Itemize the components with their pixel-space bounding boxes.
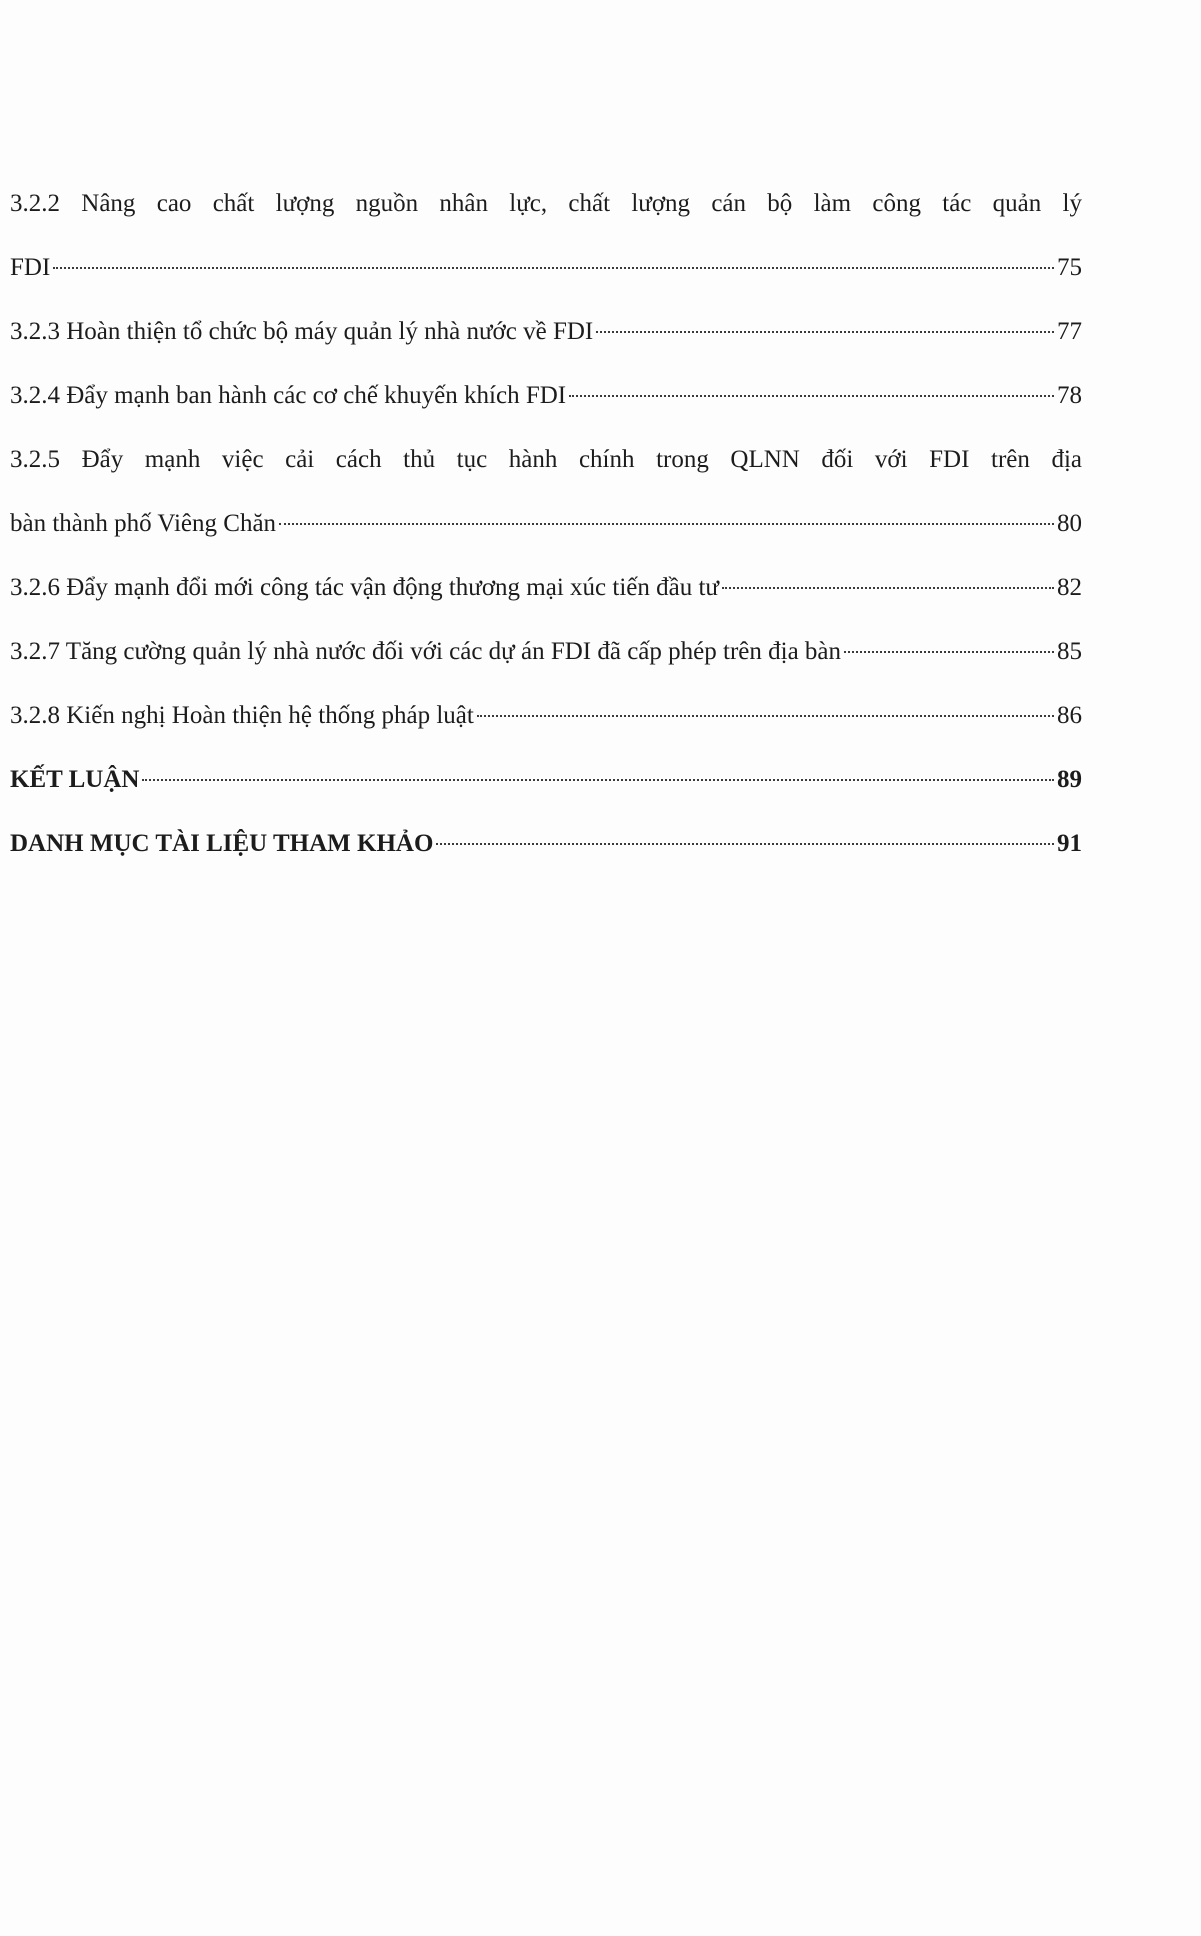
dot-leader [436,843,1054,845]
toc-entry-title: 3.2.2 Nâng cao chất lượng nguồn nhân lực, chất lượng cán bộ làm công tác quản lý [10,190,1082,217]
toc-entry-title: 3.2.4 Đẩy mạnh ban hành các cơ chế khuyến khích FDI [10,382,567,409]
toc-entry-title-continued: FDI [10,254,51,281]
toc-entry-title: 3.2.6 Đẩy mạnh đổi mới công tác vận động thương mại xúc tiến đầu tư [10,574,719,601]
toc-entry-3-2-8[interactable] [10,700,1082,732]
toc-page-number: 75 [1057,254,1082,281]
toc-entry-title: 3.2.5 Đẩy mạnh việc cải cách thủ tục hành chính trong QLNN đối với FDI trên địa [10,446,1082,473]
toc-entry-title: 3.2.8 Kiến nghị Hoàn thiện hệ thống pháp luật [10,702,474,729]
dot-leader [279,523,1054,525]
toc-entry-3-2-4[interactable] [10,380,1082,412]
dot-leader [142,779,1054,781]
toc-page-number: 78 [1057,382,1082,409]
dot-leader [722,587,1054,589]
toc-entry-3-2-7[interactable] [10,636,1082,668]
toc-page-number: 91 [1057,830,1082,857]
toc-page-number: 82 [1057,574,1082,601]
toc-entry-3-2-2[interactable] [10,188,1082,284]
toc-entry-references[interactable] [10,828,1082,860]
toc-entry-title: 3.2.3 Hoàn thiện tổ chức bộ máy quản lý nhà nước về FDI [10,318,594,345]
toc-entry-3-2-5[interactable] [10,444,1082,540]
toc-entry-title-continued: bàn thành phố Viêng Chăn [10,510,277,537]
toc-page-number: 80 [1057,510,1082,537]
dot-leader [53,267,1054,269]
dot-leader [844,651,1054,653]
toc-entry-3-2-6[interactable] [10,572,1082,604]
toc-page-number: 85 [1057,638,1082,665]
toc-entry-title: KẾT LUẬN [10,766,140,793]
toc-page-number: 89 [1057,766,1082,793]
table-of-contents [10,188,1082,892]
dot-leader [596,331,1054,333]
toc-entry-title: DANH MỤC TÀI LIỆU THAM KHẢO [10,830,434,857]
toc-page-number: 77 [1057,318,1082,345]
toc-entry-title: 3.2.7 Tăng cường quản lý nhà nước đối với các dự án FDI đã cấp phép trên địa bàn [10,638,842,665]
toc-entry-conclusion[interactable] [10,764,1082,796]
dot-leader [569,395,1054,397]
dot-leader [477,715,1054,717]
toc-page-number: 86 [1057,702,1082,729]
toc-entry-3-2-3[interactable] [10,316,1082,348]
